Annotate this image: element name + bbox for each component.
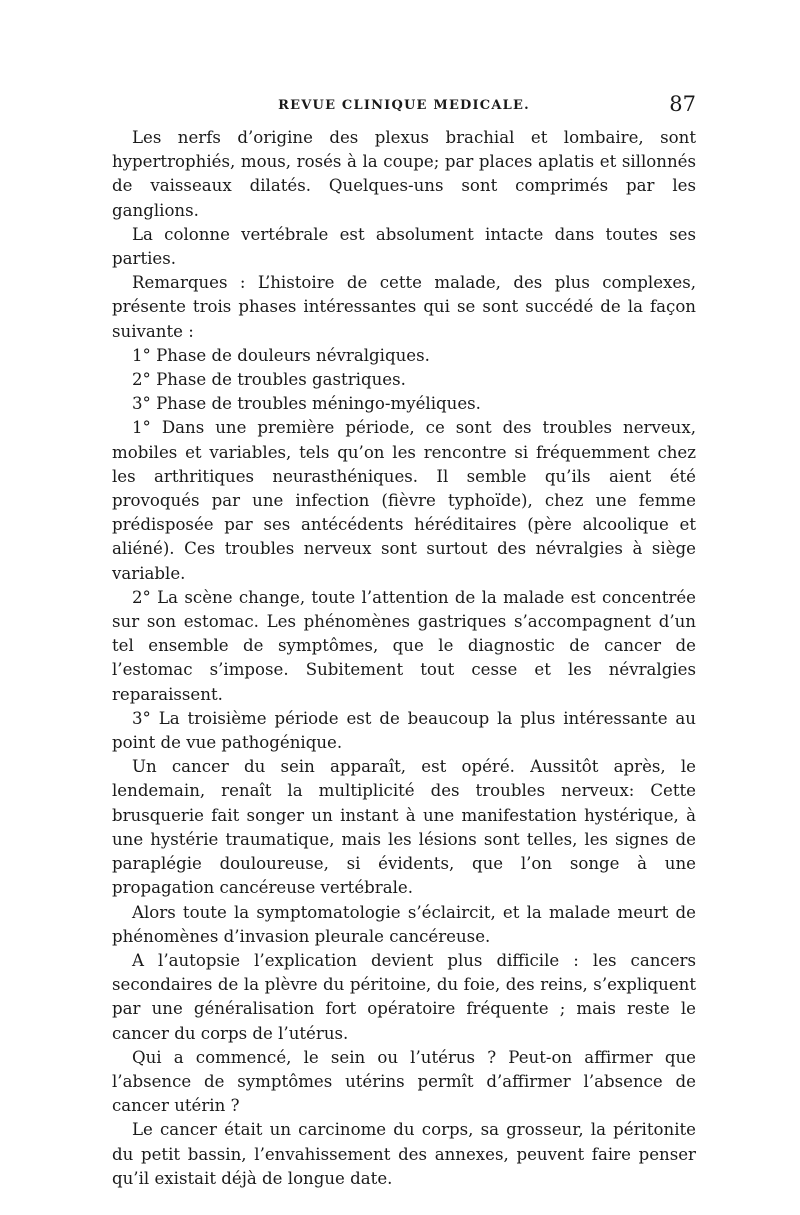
paragraph-first-period: 1° Dans une première période, ce sont des troubles nerveux, mobiles et variables, tels qu’on les rencontre si fréquemment chez les arthritiques neurasthéniques. Il semble qu’ils aient été provoqués par une infection (fièvre typhoïde), chez une femme prédisposée par ses antécédents héréditaires (père alcoolique et aliéné). Ces troubles nerveux sont surtout des névralgies à siège variable. bbox=[112, 418, 696, 583]
paragraph-phase-3: 3° Phase de troubles méningo-myéliques. bbox=[132, 394, 481, 414]
running-head bbox=[112, 92, 696, 126]
paragraph-autopsy: A l’autopsie l’explication devient plus difficile : les cancers secondaires de la plèvre du péritoine, du foie, des reins, s’expliquent par une généralisation fort opératoire fréquente ; mais reste le cancer du corps de l’utérus. bbox=[112, 950, 696, 1043]
page-number: 87 bbox=[669, 92, 696, 116]
paragraph-conclusion: Le cancer était un carcinome du corps, sa grosseur, la péritonite du petit bassin, l’envahissement des annexes, peuvent faire penser qu’il existait déjà de longue date. bbox=[112, 1120, 696, 1188]
paragraph-second-period: 2° La scène change, toute l’attention de la malade est concentrée sur son estomac. Les phénomènes gastriques s’accompagnent d’un tel ensemble de symptômes, que le diagnostic de cancer de l’estomac s’impose. Subitement tout cesse et les névralgies reparaissent. bbox=[112, 587, 696, 704]
paragraph-spine: La colonne vertébrale est absolument intacte dans toutes ses parties. bbox=[112, 224, 696, 269]
paragraph-outcome: Alors toute la symptomatologie s’éclaircit, et la malade meurt de phénomènes d’invasion pleurale cancéreuse. bbox=[112, 902, 696, 946]
paragraph-remarks: Remarques : L’histoire de cette malade, des plus complexes, présente trois phases intéressantes qui se sont succédé de la façon suivante : bbox=[112, 273, 696, 341]
paragraph-third-period: 3° La troisième période est de beaucoup la plus intéressante au point de vue pathogénique. bbox=[112, 708, 696, 753]
paragraph-phase-2: 2° Phase de troubles gastriques. bbox=[132, 370, 406, 390]
paragraph-phase-1: 1° Phase de douleurs névralgiques. bbox=[132, 345, 430, 365]
paragraph-question: Qui a commencé, le sein ou l’utérus ? Peut-on affirmer que l’absence de symptômes utérins permît d’affirmer l’absence de cancer utérin ? bbox=[112, 1047, 696, 1116]
paragraph-breast-cancer: Un cancer du sein apparaît, est opéré. Aussitôt après, le lendemain, renaît la multiplicité des troubles nerveux: Cette brusquerie fait songer un instant à une manifestation hystérique, à une hystérie traumatique, mais les lésions sont telles, les signes de paraplégie douloureuse, si évidents, que l’on songe à une propagation cancéreuse vertébrale. bbox=[112, 757, 696, 898]
book-page bbox=[112, 92, 696, 1191]
paragraph-nerves: Les nerfs d’origine des plexus brachial et lombaire, sont hypertrophiés, mous, rosés à la coupe; par places aplatis et sillonnés de vaisseaux dilatés. Quelques-uns sont comprimés par les ganglions. bbox=[112, 128, 696, 220]
running-title: REVUE CLINIQUE MEDICALE. bbox=[278, 98, 530, 113]
body-text bbox=[112, 126, 696, 1191]
